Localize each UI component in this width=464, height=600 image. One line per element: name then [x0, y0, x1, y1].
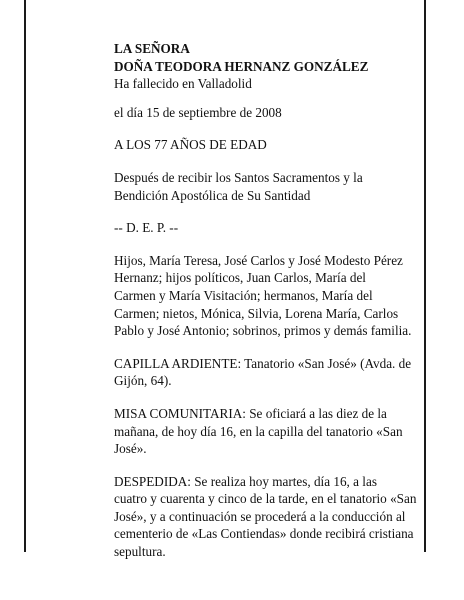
- paragraph-line: cementerio de «Las Contiendas» donde recibirá cristiana: [114, 526, 414, 542]
- sacraments-paragraph: [114, 169, 430, 204]
- paragraph-line: MISA COMUNITARIA: Se oficiará a las diez de la: [114, 405, 387, 421]
- despedida-paragraph: [114, 473, 430, 561]
- capilla-paragraph: [114, 355, 430, 390]
- death-place: Ha fallecido en Valladolid: [114, 76, 252, 92]
- paragraph-line: CAPILLA ARDIENTE: Tanatorio «San José» (Avda. de: [114, 355, 412, 371]
- spacer: [114, 204, 430, 219]
- paragraph-line: José».: [114, 441, 147, 457]
- paragraph-line: DESPEDIDA: Se realiza hoy martes, día 16, a las: [114, 473, 377, 489]
- deceased-name: DOÑA TEODORA HERNANZ GONZÁLEZ: [114, 58, 369, 74]
- paragraph-line: Bendición Apostólica de Su Santidad: [114, 187, 311, 203]
- paragraph-line: Carmen; nietos, Mónica, Silvia, Lorena María, Carlos: [114, 305, 399, 321]
- spacer: [114, 458, 430, 473]
- paragraph-line: Hernanz; hijos políticos, Juan Carlos, María del: [114, 270, 366, 286]
- paragraph-line: Gijón, 64).: [114, 373, 172, 389]
- spacer: [114, 390, 430, 405]
- misa-paragraph: [114, 405, 430, 458]
- paragraph-line: José», y a continuación se procederá a la conducción al: [114, 508, 406, 524]
- paragraph-line: cuatro y cuarenta y cinco de la tarde, en el tanatorio «San: [114, 491, 417, 507]
- paragraph-line: Después de recibir los Santos Sacramentos y la: [114, 169, 363, 185]
- spacer: [114, 121, 430, 136]
- paragraph-line: Pablo y José Antonio; sobrinos, primos y demás familia.: [114, 323, 412, 339]
- paragraph-line: sepultura.: [114, 544, 166, 560]
- spacer: [114, 340, 430, 355]
- paragraph-line: Carmen y María Visitación; hermanos, María del: [114, 287, 373, 303]
- spacer: [114, 154, 430, 169]
- paragraph-line: Hijos, María Teresa, José Carlos y José Modesto Pérez: [114, 252, 403, 268]
- paragraph-line: mañana, de hoy día 16, en la capilla del tanatorio «San: [114, 423, 403, 439]
- spacer: [114, 93, 430, 104]
- age-line: A LOS 77 AÑOS DE EDAD: [114, 137, 267, 153]
- death-date: el día 15 de septiembre de 2008: [114, 104, 282, 120]
- dep-line: -- D. E. P. --: [114, 220, 179, 236]
- notice-title: LA SEÑORA: [114, 41, 190, 56]
- family-paragraph: [114, 252, 430, 340]
- spacer: [114, 237, 430, 252]
- obituary-notice: [114, 40, 430, 561]
